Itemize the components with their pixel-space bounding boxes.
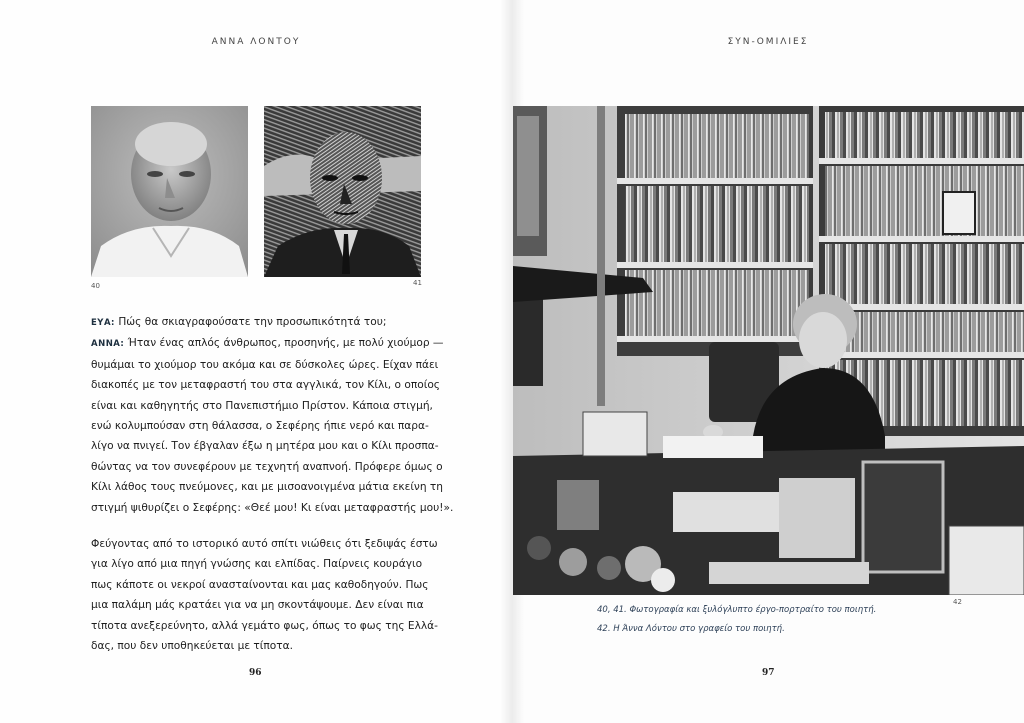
figure-42-number: 42 [953,598,962,606]
question-text: Πώς θα σκιαγραφούσατε την προσωπικότητά του; [118,316,387,328]
answer-line: Κίλι λάθος τους πνεύμονες, και με μισοανοιγμένα μάτια εκείνη τη [91,481,444,494]
answer-line: θυμάμαι το χιούμορ του ακόμα και σε δύσκολες ώρες. Είχαν πάει [91,358,439,371]
answer-line: λίγο να πνιγεί. Τον έβγαλαν έξω η μητέρα μου και ο Κίλι προσπα- [91,440,439,453]
right-page-number: 97 [762,668,775,678]
question-speaker: ΕΥΑ: [91,318,115,328]
paragraph-line: μια παλάμη μάς κρατάει για να μη σκοντάψουμε. Δεν είναι πια [91,599,424,612]
answer-text: Ήταν ένας απλός άνθρωπος, προσηνής, με πολύ χιούμορ — [127,337,444,350]
left-page-number: 96 [249,668,262,678]
caption-line-2: 42. Η Άννα Λόντου στο γραφείο του ποιητή. [597,624,785,634]
answer-line-1 [91,333,444,354]
answer-line: ενώ κολυμπούσαν στη θάλασσα, ο Σεφέρης ήπιε νερό και παρα- [91,420,429,433]
paragraph-line: τίποτα ανεξερεύνητο, αλλά γεμάτο φως, όπως το φως της Ελλά- [91,619,438,632]
figure-40-number: 40 [91,282,100,290]
answer-line: στιγμή ψιθυρίζει ο Σεφέρης: «Θεέ μου! Κι είναι μεταφραστής μου!». [91,501,454,514]
answer-line: είναι και καθηγητής στο Πανεπιστήμιο Πρίστον. Κάποια στιγμή, [91,399,433,412]
paragraph-gap [91,518,421,534]
answer-line: θώντας να τον συνεφέρουν με τεχνητή αναπνοή. Πρόφερε όμως ο [91,460,443,473]
woodcut-portrait-icon [264,106,421,277]
figure-40-photo [91,106,248,277]
paragraph-line: για λίγο από μια πηγή γνώσης και ελπίδας. Παίρνεις κουράγιο [91,558,423,571]
figure-41-woodcut [264,106,421,277]
caption-line-1: 40, 41. Φωτογραφία και ξυλόγλυπτο έργο-πορτραίτο του ποιητή. [597,605,877,615]
answer-speaker: ΑΝΝΑ: [91,339,125,350]
office-photo-icon [513,106,1024,595]
portrait-photo-icon [91,106,248,277]
interview-text [91,312,454,657]
right-running-head: ΣΥΝ-ΟΜΙΛΙΕΣ [727,37,809,47]
left-running-head: ΑΝΝΑ ΛΟΝΤΟΥ [211,37,301,47]
answer-line: διακοπές με τον μεταφραστή του στα αγγλικά, τον Κίλι, ο οποίος [91,379,441,392]
paragraph-line: δας, που δεν υποθηκεύεται με τίποτα. [91,640,293,653]
figure-41-number: 41 [413,279,422,287]
question-line [91,312,421,333]
paragraph-line: Φεύγοντας από το ιστορικό αυτό σπίτι νιώθεις ότι ξεδιψάς έστω [91,538,438,551]
figure-42-photo [513,106,1024,595]
paragraph-line: πως κάποτε οι νεκροί ανασταίνονται και μας καθοδηγούν. Πως [91,578,429,591]
